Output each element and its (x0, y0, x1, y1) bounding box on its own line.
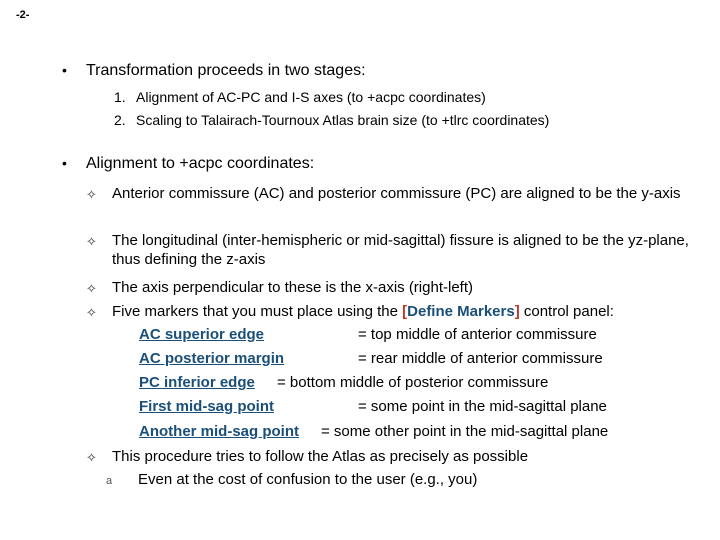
marker-desc: = some point in the mid-sagittal plane (358, 398, 607, 415)
marker-name[interactable]: PC inferior edge (139, 374, 255, 391)
point-text-after: control panel: (519, 303, 614, 320)
bullet-text: Transformation proceeds in two stages: (86, 62, 366, 79)
marker-name[interactable]: AC posterior margin (139, 350, 285, 367)
marker-name[interactable]: First mid-sag point (139, 398, 274, 415)
marker-desc: = some other point in the mid-sagittal plane (321, 423, 609, 440)
numbered-item (114, 112, 549, 128)
point-text: The axis perpendicular to these is the x-axis (right-left) (112, 279, 473, 296)
point-text-before: Five markers that you must place using the (112, 303, 403, 320)
diamond-bullet-icon: ✧ (86, 450, 97, 465)
page-number: -2- (16, 9, 30, 21)
marker-desc: = rear middle of anterior commissure (358, 350, 603, 367)
define-markers-panel-link[interactable]: [Define Markers] (402, 303, 520, 320)
bullet-marker: • (62, 155, 67, 171)
marker-name[interactable]: Another mid-sag point (139, 423, 299, 440)
sub-point-text: Even at the cost of confusion to the user (e.g., you) (138, 471, 478, 488)
marker-desc: = bottom middle of posterior commissure (277, 374, 549, 391)
diamond-bullet-icon: ✧ (86, 305, 97, 320)
item-number: 2. (114, 112, 126, 128)
sub-bullet-icon: a (106, 475, 113, 487)
diamond-bullet-icon: ✧ (86, 187, 97, 202)
item-number: 1. (114, 89, 126, 105)
diamond-bullet-icon: ✧ (86, 281, 97, 296)
point-text: Anterior commissure (AC) and posterior commissure (PC) are aligned to be the y-axis (112, 185, 681, 202)
point-text: The longitudinal (inter-hemispheric or mid-sagittal) fissure is aligned to be the yz-plane, thus defining the z-axis (112, 232, 689, 268)
bullet-marker: • (62, 62, 67, 78)
numbered-item (114, 89, 486, 105)
bullet-text: Alignment to +acpc coordinates: (86, 155, 315, 172)
item-text: Alignment of AC-PC and I-S axes (to +acpc coordinates) (136, 89, 486, 105)
marker-desc: = top middle of anterior commissure (358, 326, 597, 343)
marker-name[interactable]: AC superior edge (139, 326, 265, 343)
item-text: Scaling to Talairach-Tournoux Atlas brain size (to +tlrc coordinates) (136, 112, 550, 128)
diamond-bullet-icon: ✧ (86, 234, 97, 249)
point-text (112, 302, 702, 321)
point-text: This procedure tries to follow the Atlas as precisely as possible (112, 448, 529, 465)
